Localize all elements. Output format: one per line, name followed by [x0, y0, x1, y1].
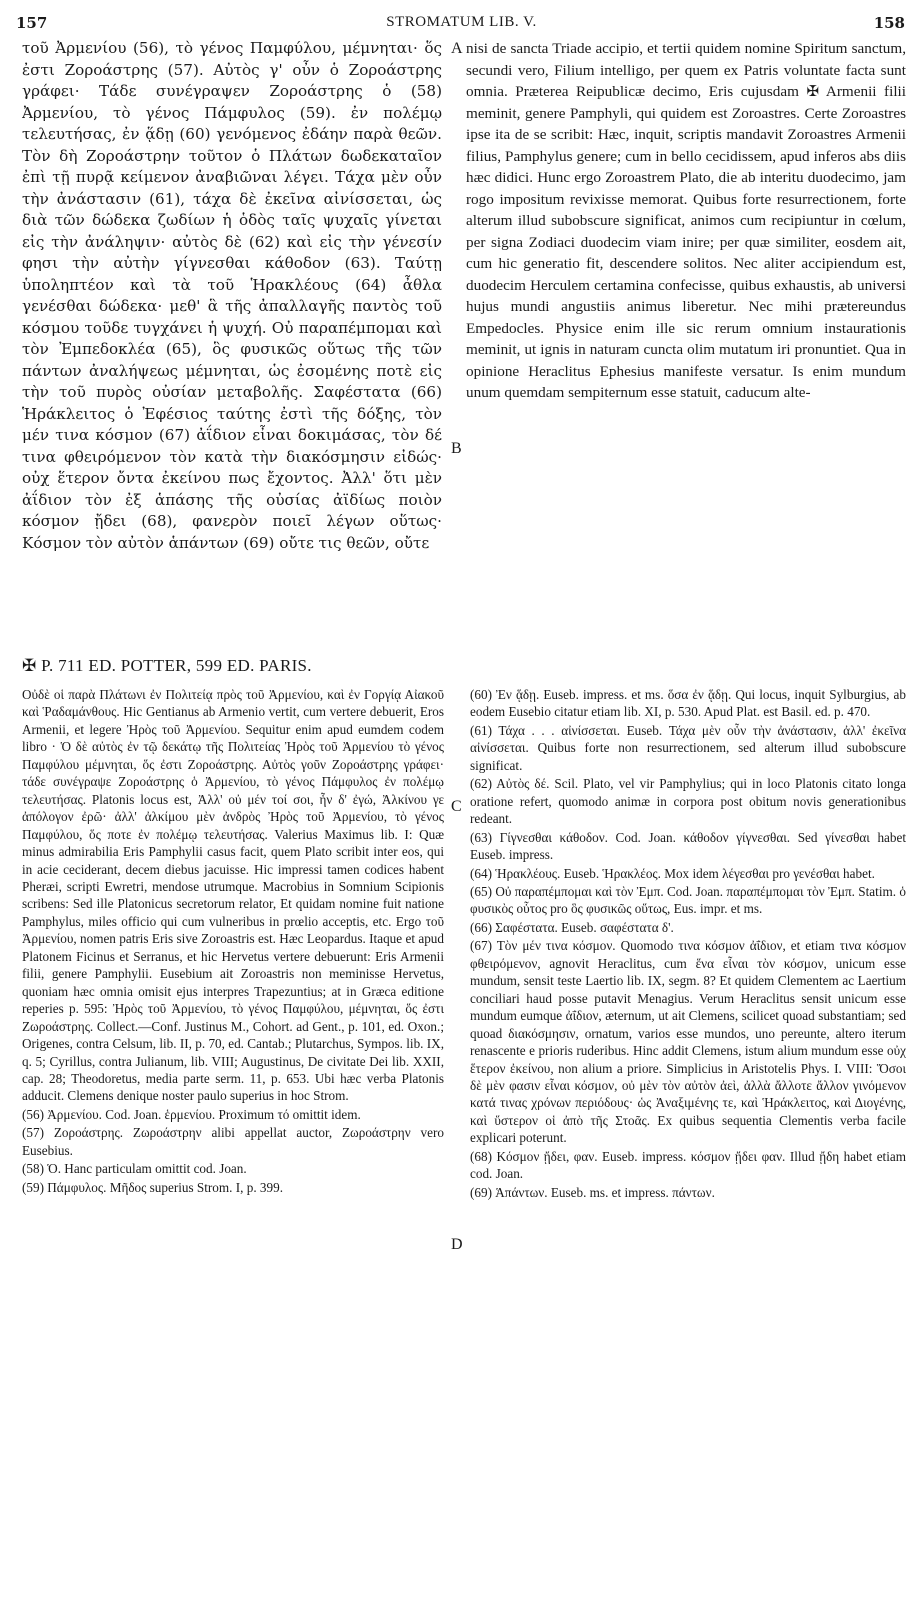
latin-main-paragraph: nisi de sancta Triade accipio, et tertii quidem nomine Spiritum sanctum, secundi vero, Filium intelligo, per quem ex Patris voluntate facta sunt omnia. Præterea Reipublicæ decimo, Eris cujusdam ✠ Armenii filii meminit, genere Pamphyli, qui quidem est Zoroastres. Certe Zoroastres ipse ita de se scribit: Hæc, inquit, scriptis mandavit Zoroastres Armenii filius, Pamphylus genere; cum in bello cecidissem, apud inferos abs diis hæc didici. Hunc ergo Zoroastrem Plato, die ab interitu duodecimo, jam rogo impositum revixisse memorat. Quibus forte resurrectionem, forte alterum illud subobscure significat, animos cum recipiuntur in cœlum, per signa Zodiaci duodecim viam inire; per quæ similiter, eosdem ait, cum hic generatio fit, descendere solitos. Nec aliter accipiendum est, duodecim Herculem certamina confecisse, quibus exhaustis, ab universi hujus mundi angustiis animus liberetur. Nec mihi prætereundus Empedocles. Physice enim ille sic rerum omnium instaurationis meminit, ut ignis in naturam cuncta olim mutatum iri pronuntiet. Qua in opinione Heraclitus Ephesius manifeste versatur. Is enim mundum unum quemdam sempiternum esse statuit, caducum alte- [466, 40, 906, 401]
notes-left-column [22, 686, 444, 1586]
greek-text-column [22, 38, 442, 648]
note-68: (68) Κόσμον ᾔδει, φαν. Euseb. impress. κόσμον ᾔδει φαν. Illud ᾔδη habet etiam cod. Joan. [470, 1148, 906, 1182]
running-title: STROMATUM LIB. V. [386, 14, 537, 30]
note-57: (57) Ζοροάστρης. Ζωροάστρην alibi appellat auctor, Ζωροάστρην vero Eusebius. [22, 1125, 444, 1158]
note-62: (62) Αὐτὸς δέ. Scil. Plato, vel vir Pamphylius; qui in loco Platonis citato longa oratione refert, quomodo animæ in corpora post obitum novis generationibus redeant. [470, 776, 906, 827]
margin-marker-b: B [451, 440, 462, 457]
latin-text-column [466, 38, 906, 648]
note-58: (58) Ὁ. Hanc particulam omittit cod. Joan. [22, 1161, 247, 1177]
note-66: (66) Σαφέστατα. Euseb. σαφέστατα δ'. [470, 919, 674, 935]
edition-reference-line: ✠ P. 711 ED. POTTER, 599 ED. PARIS. [22, 656, 312, 675]
note-paragraph: Οὐδὲ οἱ παρὰ Πλάτωνι ἐν Πολιτείᾳ πρὸς τοῦ Ἀρμενίου, καὶ ἐν Γοργίᾳ Αἰακοῦ καὶ Ῥαδαμάνθους. Hic Gentianus ab Armenio vertit, cum vertere debuerit, Eros Armenii, et legere Ἠρὸς τοῦ Ἀρμενίου. Sequitur enim apud eumdem codem libro · Ὁ δὲ αὐτὸς ἐν τῷ δεκάτῳ τῆς Πολιτείας Ἠρὸς τοῦ Ἀρμενίου τὸ γένος Παμφύλου μέμνηται, ὅς ἐστι Ζοροάστρης. Αὐτὸς γοῦν Ζοροάστρης γράφει· τάδε συνέγραψε Ζοροάστρης ὁ Ἀρμενίου, τὸ γένος Πάμφυλος ἐν πολέμῳ τελευτήσας. Platonis locus est, Ἀλλ' οὐ μέν τοί σοι, ἦν δ' ἐγώ, Ἀλκίνου γε ἀπόλογον ἐρῶ· ἀλλ' ἀλκίμου μὲν ἀνδρὸς Ἠρὸς τοῦ Ἀρμενίου, τὸ γένος Παμφύλου, ὅς ποτε ἐν πολέμῳ τελευτήσας. Valerius Maximus lib. I: Quæ minus admirabilia Eris Pamphylii casus facit, quem Plato scribit inter eos, qui in acie ceciderant, decem diebus jacuisse. Hic impressi tamen codices habent Pheræi, scripti Ewretri, mendose utrumque. Macrobius in Somnium Scipionis scribens: Sed ille Platonicus secretorum relator, Et quidam nomine fuit natione Pamphylus, miles officio qui cum vulneribus in prœlio acceptis, etc. Ergo τοῦ Ἀρμενίου, nomen patris Eris sive Zoroastris est. Hæc Leopardus. Itaque et apud Platonem Ficinus et Serranus, et hic Hervetus vertere debuerunt: Eris Armenii filii, genere Pamphylii. Eusebium ait Zoroastris non meminisse Hervetus, quoniam hæc omnia omisit ejus interpres Trapezuntius; at in Græca editione reperies p. 595: Ἠρὸς τοῦ Ἀρμενίου, τὸ γένος Παμφύλου, μέμνηται, ὅς ἐστι Ζωροάστρης. Collect.—Conf. Justinus M., Cohort. ad Gent., p. 101, ed. Oxon.; Origenes, contra Celsum, lib. II, p. 70, ed. Cantab.; Plutarchus, Sympos. lib. IX, q. 5; Cyrillus, contra Julianum, lib. VIII; Augustinus, De civitate Dei lib. XXII, cap. 28; Theodoretus, media parte serm. 11, p. 653. Ubi hæc verba Platonis adducit. Clemens denique noster paulo superius in hoc Strom. [22, 687, 444, 1104]
note-67: (67) Τὸν μέν τινα κόσμον. Quomodo τινα κόσμον ἀΐδιον, et etiam τινα κόσμον φθειρόμενον, agnovit Heraclitus, cum ἕνα εἶναι τὸν κόσμον, unicum esse mundum, sensit teste Laertio lib. IX, segm. 8? Et quidem Clementem ac Laertium conciliari haud posse putavit Menagius. Verum Heraclitus sensit unicum esse mundum eumque ἀΐδιον, æternum, ut ait Clemens, scilicet quoad substantiam; sed quoad διακόσμησιν, ornatum, varios esse mundos, uno pereunte, altero iterum renascente e prioris ruderibus. Hinc addit Clemens, istum alium mundum esse οὐχ ἕτερον ἐκείνου, non alium a priore. Simplicius in Aristotelis Phys. I. VIII: Ὅσοι δὲ μὲν φασιν εἶναι κόσμον, οὐ μὲν τὸν αὐτὸν ἀεὶ, ἀλλὰ ἄλλοτε ἄλλον γινόμενον κατά τινας χρόνων περιόδους· ὡς Ἀναξιμένης τε, καὶ Ἡράκλειτος, καὶ Διογένης, καὶ ὕστερον οἱ ἀπὸ τῆς Στοᾶς. Ex quibus sequentia Clementis verba facile explicari poterunt. [470, 938, 906, 1146]
notes-right-column [470, 686, 906, 1586]
running-header [14, 8, 909, 34]
margin-marker-c: C [451, 798, 462, 815]
book-page [14, 8, 909, 1593]
page-number-right: 158 [873, 14, 905, 32]
note-64: (64) Ἡρακλέους. Euseb. Ἡρακλέος. Mox idem λέγεσθαι pro γενέσθαι habet. [470, 865, 875, 881]
note-59: (59) Πάμφυλος. Μῆδος superius Strom. I, p. 399. [22, 1179, 284, 1195]
page-number-left: 157 [16, 14, 48, 32]
note-61: (61) Τάχα . . . αἰνίσσεται. Euseb. Τάχα μὲν οὖν τὴν ἀνάστασιν, ἀλλ' ἐκεῖνα αἰνίσσεται. Quibus forte non resurrectionem, sed alterum illud subobscure significat. [470, 722, 906, 773]
note-65: (65) Οὐ παραπέμπομαι καὶ τὸν Ἐμπ. Cod. Joan. παραπέμπομαι τὸν Ἐμπ. Statim. ὁ φυσικὸς οὗτος pro ὃς φυσικῶς οὕτως, Eus. impr. et ms. [470, 883, 906, 917]
note-60: (60) Ἐν ᾅδῃ. Euseb. impress. et ms. ὅσα ἐν ᾅδῃ. Qui locus, inquit Sylburgius, ab eodem Eusebio citatur etiam lib. XI, p. 530. Apud Plat. est Basil. ed. p. 470. [470, 687, 906, 720]
margin-marker-a: A [451, 40, 463, 57]
note-69: (69) Ἁπάντων. Euseb. ms. et impress. πάντων. [470, 1184, 715, 1200]
note-63: (63) Γίγνεσθαι κάθοδον. Cod. Joan. κάθοδον γίγνεσθαι. Sed γίνεσθαι habet Euseb. impress. [470, 829, 906, 863]
margin-marker-d: D [451, 1236, 463, 1253]
note-56: (56) Ἀρμενίου. Cod. Joan. ἑρμενίου. Proximum τό omittit idem. [22, 1106, 361, 1122]
greek-main-paragraph: τοῦ Ἀρμενίου (56), τὸ γένος Παμφύλου, μέμνηται· ὅς ἐστι Ζοροάστρης (57). Αὐτὸς γ' οὖν ὁ Ζοροάστρης γράφει· Τάδε συνέγραψεν Ζοροάστρης ὁ (58) Ἀρμενίου, τὸ γένος Πάμφυλος (59). ἐν πολέμῳ τελευτήσας, ἐν ᾅδῃ (60) γενόμενος ἐδάην παρὰ θεῶν. Τὸν δὴ Ζοροάστρην τοῦτον ὁ Πλάτων δωδεκαταῖον ἐπὶ τῇ πυρᾷ κείμενον ἀναβιῶναι λέγει. Τάχα μὲν οὖν τὴν ἀνάστασιν (61), τάχα δὲ ἐκεῖνα αἰνίσσεται, ὡς διὰ τῶν δώδεκα ζωδίων ἡ ὁδὸς ταῖς ψυχαῖς γίνεται εἰς τὴν ἀνάληψιν· αὐτὸς δὲ (62) καὶ εἰς τὴν γένεσίν φησι τὴν αὐτὴν γίγνεσθαι κάθοδον (63). Ταύτῃ ὑποληπτέον καὶ τὰ τοῦ Ἡρακλέους (64) ἆθλα γενέσθαι δώδεκα· μεθ' ἃ τῆς ἀπαλλαγῆς παντὸς τοῦ κόσμου τοῦδε τυγχάνει ἡ ψυχή. Οὐ παραπέμπομαι καὶ τὸν Ἐμπεδοκλέα (65), ὃς φυσικῶς οὕτως τῆς τῶν πάντων ἀναλήψεως μέμνηται, ὡς ἐσομένης ποτὲ εἰς τὴν τοῦ πυρὸς οὐσίαν μεταβολῆς. Σαφέστατα (66) Ἡράκλειτος ὁ Ἐφέσιος ταύτης ἐστὶ τῆς δόξης, τὸν μέν τινα κόσμον (67) ἀΐδιον εἶναι δοκιμάσας, τὸν δέ τινα φθειρόμενον τὸν κατὰ τὴν διακόσμησιν εἰδώς· οὐχ ἕτερον ὄντα ἐκείνου πως ἔχοντος. Ἀλλ' ὅτι μὲν ἀΐδιον τὸν ἐξ ἁπάσης τῆς οὐσίας ἀϊδίως ποιὸν κόσμον ᾔδει (68), φανερὸν ποιεῖ λέγων οὕτως· Κόσμον τὸν αὐτὸν ἁπάντων (69) οὔτε τις θεῶν, οὔτε [22, 39, 442, 552]
